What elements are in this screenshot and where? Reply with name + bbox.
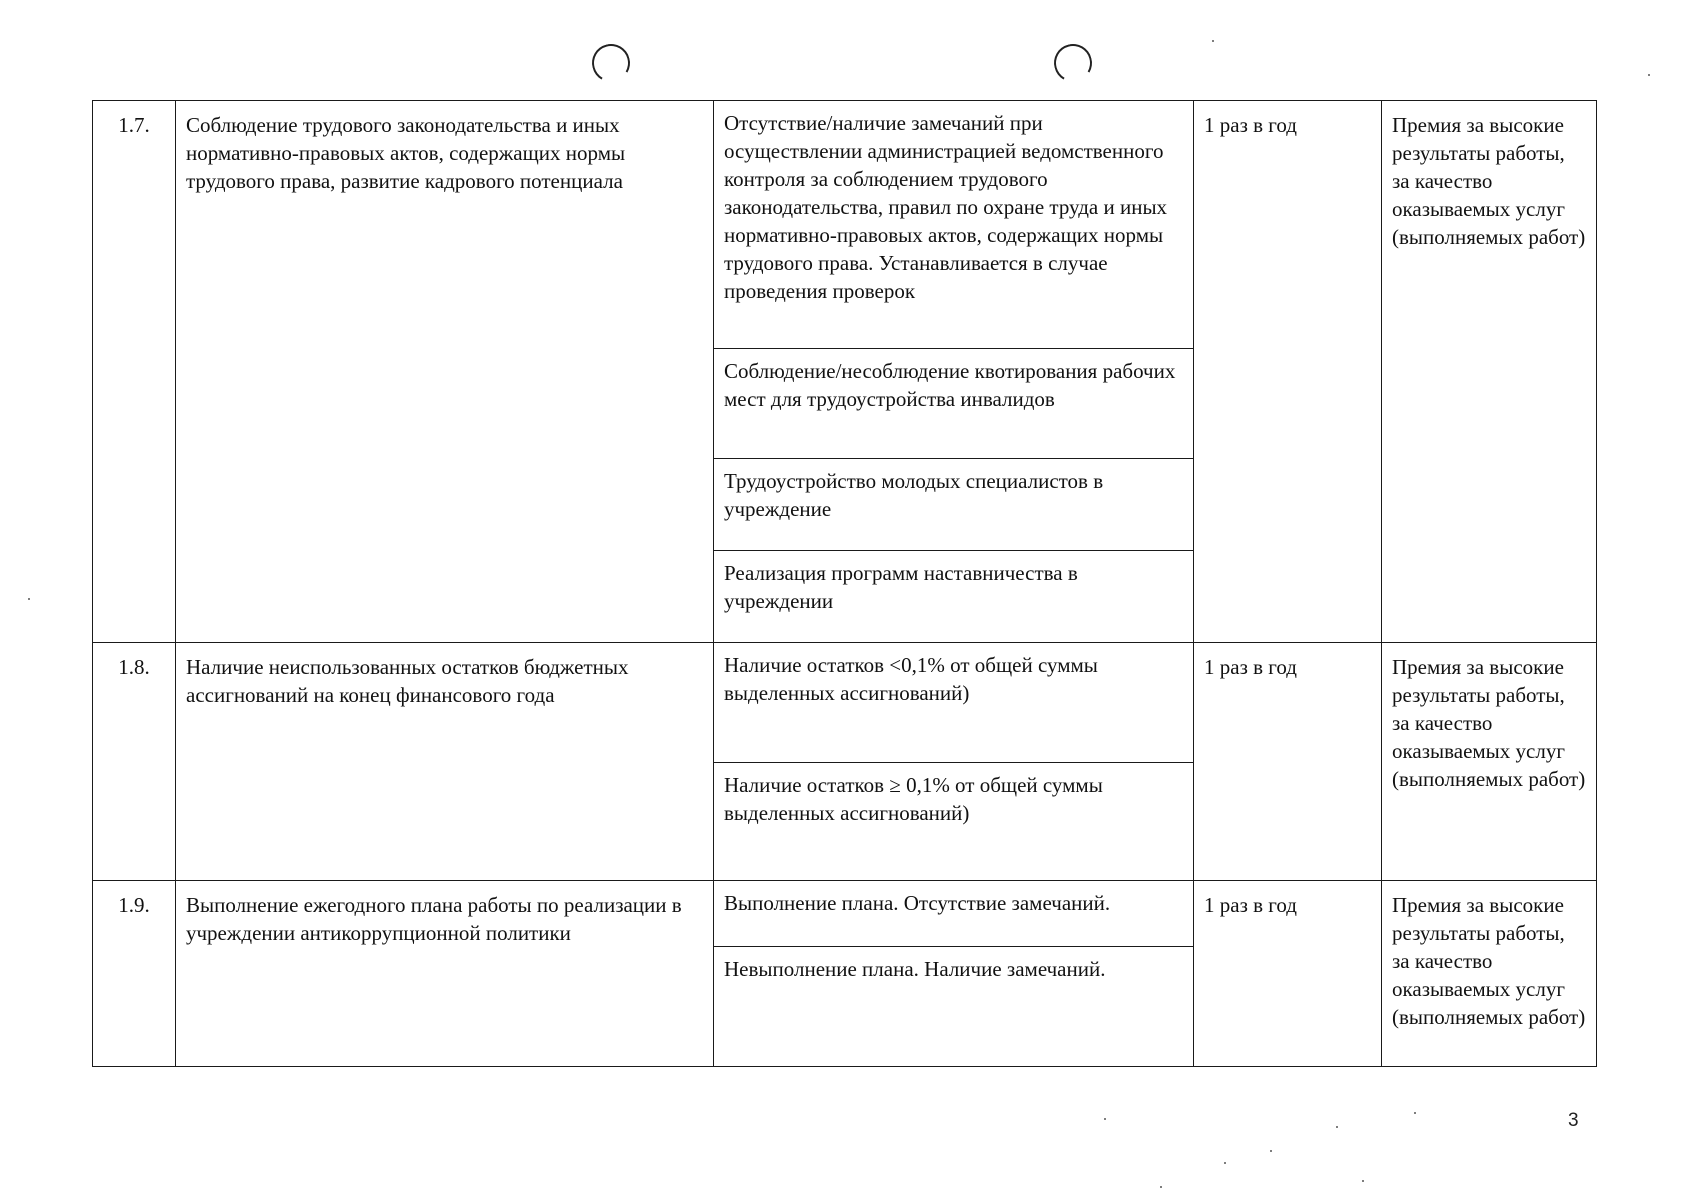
- payment-cell: Премия за высокие результаты работы, за качество оказываемых услуг (выполняемых работ): [1382, 101, 1597, 643]
- row-number: 1.7.: [93, 101, 176, 643]
- scan-speck: [1270, 1150, 1272, 1152]
- criterion-cell: Соблюдение/несоблюдение квотирования рабочих мест для трудоустройства инвалидов: [714, 349, 1194, 459]
- criteria-table: [92, 100, 1597, 1067]
- criterion-cell: Трудоустройство молодых специалистов в учреждение: [714, 459, 1194, 551]
- scan-speck: [1414, 1112, 1416, 1114]
- scan-speck: [1648, 74, 1650, 76]
- scan-speck: [1362, 1180, 1364, 1182]
- indicator-cell: Наличие неиспользованных остатков бюджетных ассигнований на конец финансового года: [176, 643, 714, 881]
- scan-speck: [1104, 1118, 1106, 1120]
- criterion-cell: Невыполнение плана. Наличие замечаний.: [714, 947, 1194, 1067]
- periodicity-cell: 1 раз в год: [1194, 643, 1382, 881]
- table-row: [93, 881, 1597, 947]
- page-number: 3: [1568, 1110, 1579, 1131]
- table-row: [93, 101, 1597, 349]
- scan-speck: [28, 598, 30, 600]
- indicator-cell: Соблюдение трудового законодательства и иных нормативно-правовых актов, содержащих нормы трудового права, развитие кадрового потенциала: [176, 101, 714, 643]
- payment-cell: Премия за высокие результаты работы, за качество оказываемых услуг (выполняемых работ): [1382, 881, 1597, 1067]
- scan-speck: [1336, 1126, 1338, 1128]
- criterion-cell: Реализация программ наставничества в учреждении: [714, 551, 1194, 643]
- criterion-cell: Наличие остатков <0,1% от общей суммы выделенных ассигнований): [714, 643, 1194, 763]
- row-number: 1.8.: [93, 643, 176, 881]
- table-row: [93, 643, 1597, 763]
- payment-cell: Премия за высокие результаты работы, за качество оказываемых услуг (выполняемых работ): [1382, 643, 1597, 881]
- criterion-cell: Отсутствие/наличие замечаний при осуществлении администрацией ведомственного контроля за соблюдением трудового законодательства, правил по охране труда и иных нормативно-правовых актов, содержащих нормы трудового права. Устанавливается в случае проведения проверок: [714, 101, 1194, 349]
- indicator-cell: Выполнение ежегодного плана работы по реализации в учреждении антикоррупционной политики: [176, 881, 714, 1067]
- binder-hole-mark-left: [588, 40, 635, 87]
- periodicity-cell: 1 раз в год: [1194, 101, 1382, 643]
- scan-speck: [1212, 40, 1214, 42]
- periodicity-cell: 1 раз в год: [1194, 881, 1382, 1067]
- criterion-cell: Наличие остатков ≥ 0,1% от общей суммы выделенных ассигнований): [714, 763, 1194, 881]
- row-number: 1.9.: [93, 881, 176, 1067]
- scan-speck: [1224, 1162, 1226, 1164]
- scan-speck: [1160, 1186, 1162, 1188]
- binder-hole-mark-right: [1050, 40, 1097, 87]
- criterion-cell: Выполнение плана. Отсутствие замечаний.: [714, 881, 1194, 947]
